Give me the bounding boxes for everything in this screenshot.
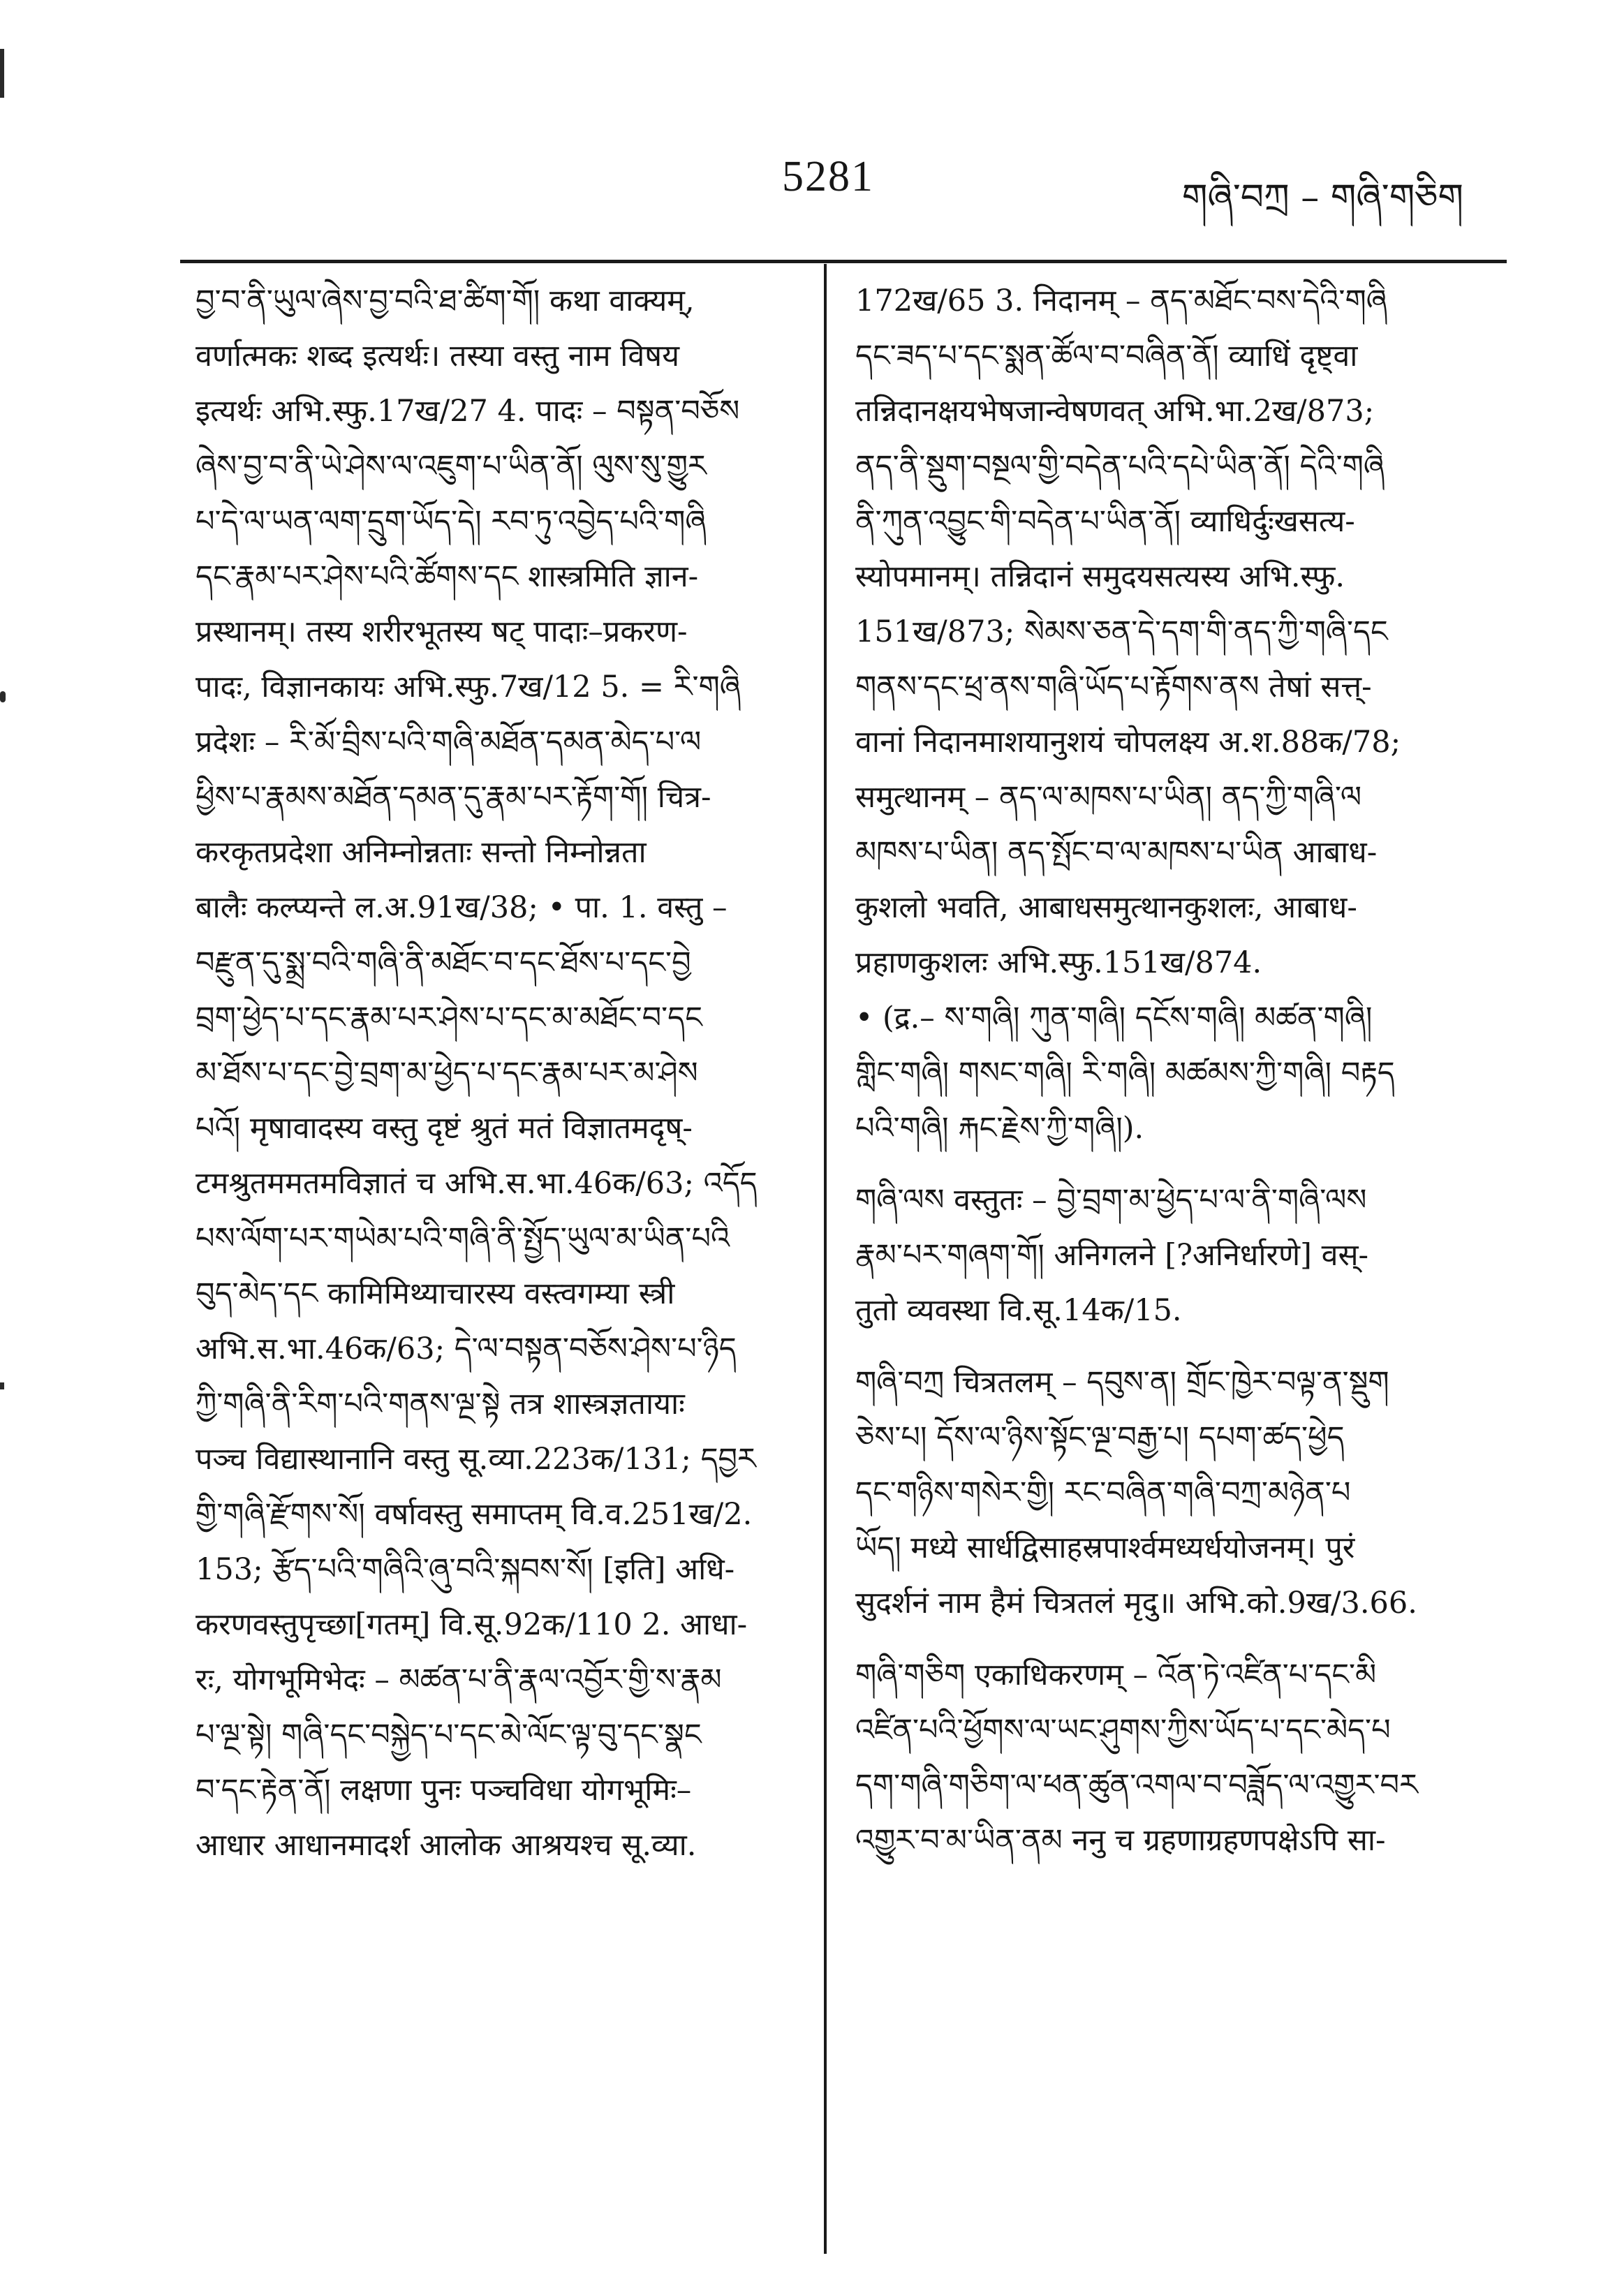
page-header — [0, 0, 1624, 251]
text-line: रः, योगभूमिभेदः – མཚན་པ་ནི་རྣལ་འབྱོར་གྱི་ས་རྣམ — [195, 1662, 722, 1697]
text-line: ནད་ནི་སྡུག་བསྔལ་གྱི་བདེན་པའི་དཔེ་ཡིན་ནོ། དེའི་གཞི — [855, 449, 1385, 484]
entry-gap — [855, 1156, 1498, 1173]
text-line: བརྫུན་དུ་སྨྲ་བའི་གཞི་ནི་མཐོང་བ་དང་ཐོས་པ་དང་བྱེ — [195, 945, 691, 980]
text-line: समुत्थानम् – ནད་ལ་མཁས་པ་ཡིན། ནད་ཀྱི་གཞི་ལ — [855, 780, 1362, 815]
entry-gzhi-bkra — [855, 1355, 1498, 1631]
text-line: बालैः कल्प्यन्ते ल.अ.91ख/38; • पा. 1. वस्तु – — [195, 890, 728, 925]
text-line: པའི་གཞི། རྐང་རྗེས་ཀྱི་གཞི།). — [855, 1111, 1144, 1146]
scan-edge-mark — [0, 49, 4, 98]
text-line: 172ख/65 3. निदानम् – ནད་མཐོང་བས་དེའི་གཞི — [855, 283, 1387, 318]
page-number: 5281 — [782, 153, 874, 200]
text-line: གཞི་གཅིག एकाधिकरणम् – འོན་ཏེ་འཛིན་པ་དང་མི — [855, 1658, 1377, 1692]
text-line: • (द्र.– ས་གཞི། ཀུན་གཞི། དངོས་གཞི། མཚན་གཞི། — [855, 1001, 1373, 1035]
text-line: पादः, विज्ञानकायः अभि.स्फु.7ख/12 5. = རི་གཞི — [195, 670, 741, 704]
text-line: इत्यर्थः अभि.स्फु.17ख/27 4. पादः – བསྟན་བཅོས — [195, 394, 740, 429]
text-line: 151ख/873; སེམས་ཅན་དེ་དག་གི་ནད་ཀྱི་གཞི་དང — [855, 614, 1388, 649]
text-line: प्रस्थानम्। तस्य शरीरभूतस्य षट् पादाः–प्रकरण- — [195, 614, 688, 649]
text-line: टमश्रुतममतमविज्ञातं च अभि.स.भा.46क/63; འདོད — [195, 1166, 758, 1201]
text-line: དང་གཉིས་གསེར་གྱི། རང་བཞིན་གཞི་བཀྲ་མཉེན་པ — [855, 1475, 1351, 1510]
text-line: आधार आधानमादर्श आलोक आश्रयश्च सू.व्या. — [195, 1828, 697, 1863]
text-line: བ་དང་རྟེན་ནོ། लक्षणा पुनः पञ्चविधा योगभूमिः– — [195, 1773, 692, 1808]
text-line: ཡོད། मध्ये सार्धद्विसाहस्रपार्श्वमध्यर्धयोजनम्। पुरं — [855, 1530, 1355, 1565]
text-line: वानां निदानमाशयानुशयं चोपलक्ष्य अ.श.88क/78; — [855, 725, 1401, 760]
text-line: མ་ཐོས་པ་དང་བྱེ་བྲག་མ་ཕྱེད་པ་དང་རྣམ་པར་མ་ཤེས — [195, 1056, 698, 1091]
text-line: प्रहाणकुशलः अभि.स्फु.151ख/874. — [855, 945, 1262, 980]
text-line: དང་ཟད་པ་དང་སྨན་ཚོལ་བ་བཞིན་ནོ། व्याधिं दृष्ट्वा — [855, 339, 1358, 374]
entry-gap — [855, 1631, 1498, 1648]
text-line: पञ्च विद्यास्थानानि वस्तु सू.व्या.223क/131; དབྱར — [195, 1442, 756, 1477]
text-line: གནས་དང་ཕྲ་ནས་གཞི་ཡོད་པ་རྟོགས་ནས तेषां सत्त्- — [855, 670, 1372, 704]
text-line: स्योपमानम्। तन्निदानं समुदयसत्यस्य अभि.स्फु. — [855, 559, 1345, 594]
cross-reference — [855, 991, 1498, 1156]
text-line: ཀྱི་གཞི་ནི་རིག་པའི་གནས་ལྔ་སྟེ तत्र शास्त्रज्ञतायाः — [195, 1387, 685, 1422]
text-line: གཞི་བཀྲ चित्रतलम् – དབུས་ན། གྲོང་ཁྱེར་བལྟ་ན་སྡུག — [855, 1365, 1389, 1400]
entry-continuation — [195, 274, 796, 1873]
text-line: པ་ལྔ་སྟེ། གཞི་དང་བསྐྱེད་པ་དང་མེ་ལོང་ལྟ་བུ་དང་སྣང — [195, 1718, 702, 1752]
text-line: करकृतप्रदेशा अनिम्नोन्नताः सन्तो निम्नोन्नता — [195, 835, 647, 870]
text-line: तन्निदानक्षयभेषजान्वेषणवत् अभि.भा.2ख/873; — [855, 394, 1375, 429]
text-line: कुशलो भवति, आबाधसमुत्थानकुशलः, आबाध- — [855, 890, 1357, 925]
text-line: ཅེས་པ། དོས་ལ་ཉིས་སྟོང་ལྔ་བརྒྱ་པ། དཔག་ཚད་ཕྱེད — [855, 1420, 1345, 1455]
text-line: དག་གཞི་གཅིག་ལ་ཕན་ཚུན་འགལ་བ་བཟློད་ལ་འགྱུར་བར — [855, 1768, 1418, 1803]
text-line: པ་དེ་ལ་ཡན་ལག་དྲུག་ཡོད་དེ། རབ་ཏུ་འབྱེད་པའི་གཞི — [195, 504, 707, 539]
text-line: འཛིན་པའི་ཕྱོགས་ལ་ཡང་ཤུགས་ཀྱིས་ཡོད་པ་དང་མེད་པ — [855, 1713, 1391, 1748]
text-line: तुतो व्यवस्था वि.सू.14क/15. — [855, 1293, 1182, 1328]
entry-gzhi-las — [855, 1173, 1498, 1338]
text-line: པས་ལོག་པར་གཡེམ་པའི་གཞི་ནི་སྤྱོད་ཡུལ་མ་ཡིན་པའི — [195, 1221, 730, 1256]
text-line: करणवस्तुपृच्छा[गतम्] वि.सू.92क/110 2. आधा- — [195, 1607, 748, 1642]
text-line: མཁས་པ་ཡིན། ནད་སྤོང་བ་ལ་མཁས་པ་ཡིན आबाध- — [855, 835, 1378, 870]
entry-gap — [855, 1338, 1498, 1355]
text-line: ཞེས་བྱ་བ་ནི་ཡེ་ཤེས་ལ་འཇུག་པ་ཡིན་ནོ། ལུས་སུ་གྱུར — [195, 449, 707, 484]
column-divider — [824, 264, 827, 2254]
text-line: འགྱུར་བ་མ་ཡིན་ནམ ननु च ग्रहणाग्रहणपक्षेऽपि सा- — [855, 1823, 1386, 1858]
text-line: वर्णात्मकः शब्द इत्यर्थः। तस्या वस्तु नाम विषय — [195, 339, 680, 374]
text-line: प्रदेशः – རི་མོ་བྲིས་པའི་གཞི་མཐོན་དམན་མེད་པ་ལ — [195, 725, 702, 760]
text-line: གཞི་ལས वस्तुतः – བྱེ་བྲག་མ་ཕྱེད་པ་ལ་ནི་གཞི་ལས — [855, 1183, 1367, 1218]
text-line: པའོ། मृषावादस्य वस्तु दृष्टं श्रुतं मतं विज्ञातमदृष्- — [195, 1111, 693, 1146]
right-column — [855, 274, 1498, 1868]
text-line: ནི་ཀུན་འབྱུང་གི་བདེན་པ་ཡིན་ནོ། व्याधिर्दुःखसत्य- — [855, 504, 1355, 539]
text-line: རྣམ་པར་གཞག་གོ། अनिगलने [?अनिर्धारणे] वस्- — [855, 1238, 1369, 1273]
entry-gzhi-gcig — [855, 1648, 1498, 1868]
text-line: དང་རྣམ་པར་ཤེས་པའི་ཚོགས་དང शास्त्रमिति ज्ञान- — [195, 559, 699, 594]
text-line: 153; རྩོད་པའི་གཞིའི་ཞུ་བའི་སྐབས་སོ། [इति] अधि- — [195, 1552, 735, 1587]
text-line: བྲག་ཕྱེད་པ་དང་རྣམ་པར་ཤེས་པ་དང་མ་མཐོང་བ་དང — [195, 1001, 702, 1035]
scan-edge-mark — [0, 1382, 4, 1389]
text-line: བྱ་བ་ནི་ཡུལ་ཞེས་བྱ་བའི་ཐ་ཚིག་གོ། कथा वाक्यम्, — [195, 283, 695, 318]
text-line: ཕྱིས་པ་རྣམས་མཐོན་དམན་དུ་རྣམ་པར་རྟོག་གོ། चित्र- — [195, 780, 711, 815]
text-line: अभि.स.भा.46क/63; དེ་ལ་བསྟན་བཅོས་ཤེས་པ་ཉིད — [195, 1331, 737, 1366]
text-line: གྱི་གཞི་རྫོགས་སོ། वर्षावस्तु समाप्तम् वि.व.251ख/2. — [195, 1497, 753, 1532]
text-line: བུད་མེད་དང कामिमिथ्याचारस्य वस्त्वगम्या स्त्री — [195, 1276, 675, 1311]
header-rule — [180, 260, 1507, 263]
entry-nidanam — [855, 274, 1498, 991]
left-column — [195, 274, 796, 1873]
text-line: གླིང་གཞི། གསང་གཞི། རི་གཞི། མཚམས་ཀྱི་གཞི། བརྟད — [855, 1056, 1395, 1091]
running-head: གཞི་བཀྲ – གཞི་གཅིག — [1181, 177, 1463, 219]
text-line: सुदर्शनं नाम हैमं चित्रतलं मृदु॥ अभि.को.9ख/3.66. — [855, 1586, 1417, 1621]
scan-edge-mark — [0, 691, 6, 702]
